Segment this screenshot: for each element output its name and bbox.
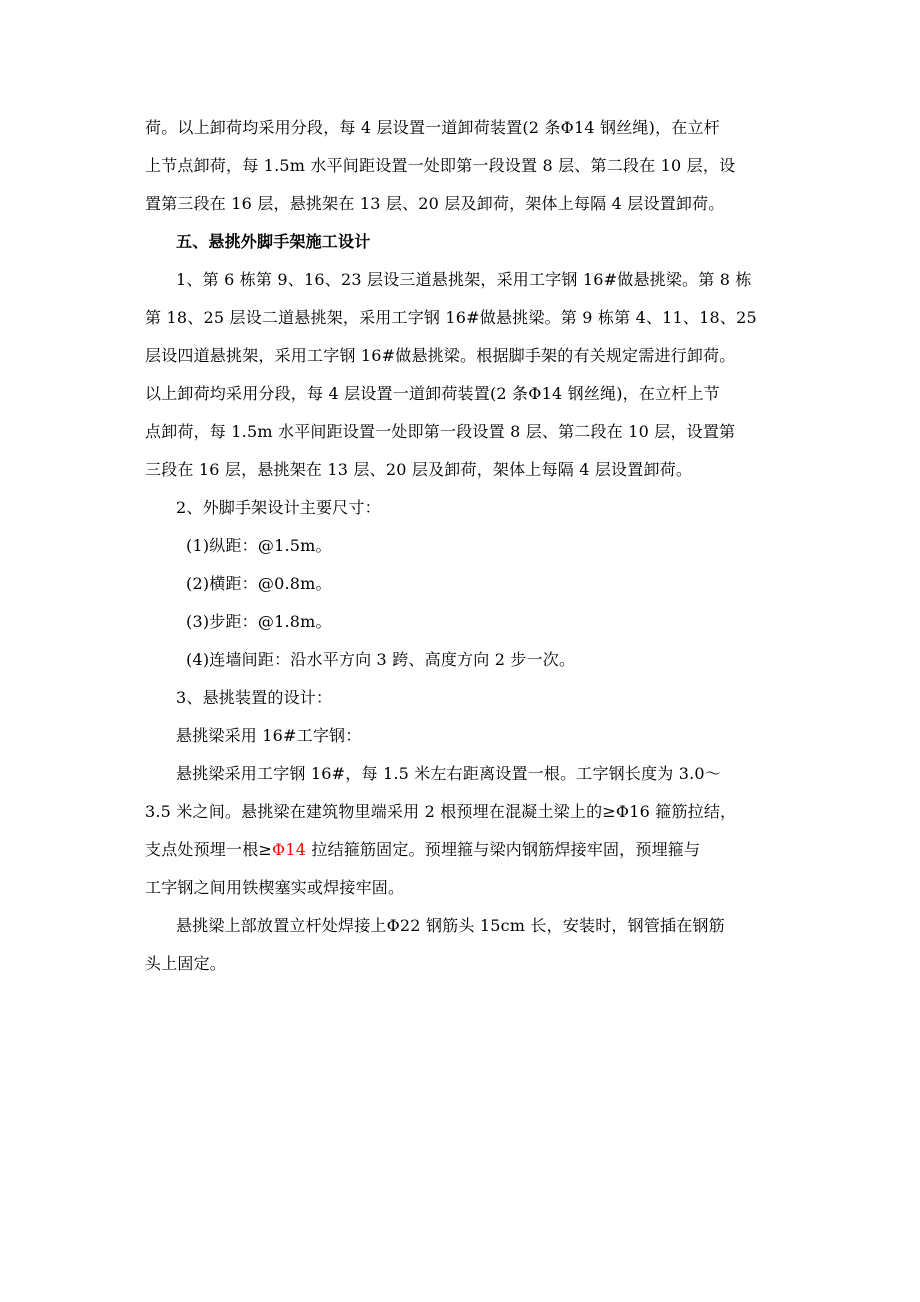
item-3-para-1-line-1: 悬挑梁采用工字钢 16#，每 1.5 米左右距离设置一根。工字钢长度为 3.0～: [176, 764, 722, 783]
item-3-para-2-line-1: 悬挑梁上部放置立杆处焊接上Φ22 钢筋头 15cm 长，安装时，钢管插在钢筋: [176, 916, 725, 935]
line-3-text-before: 支点处预埋一根≥: [145, 840, 273, 859]
item-1-line-6: 三段在 16 层，悬挑架在 13 层、20 层及卸荷，架体上每隔 4 层设置卸荷。: [145, 460, 693, 479]
section-5-heading: 五、悬挑外脚手架施工设计: [176, 232, 371, 251]
item-1-line-2: 第 18、25 层设二道悬挑架，采用工字钢 16#做悬挑梁。第 9 栋第 4、11、18、25: [145, 308, 757, 327]
item-1-line-5: 点卸荷，每 1.5m 水平间距设置一处即第一段设置 8 层、第二段在 10 层，设置第: [145, 422, 736, 441]
dimension-transverse: (2)横距：@0.8m。: [186, 574, 332, 593]
item-3-para-1-line-3: [145, 840, 700, 860]
dimension-longitudinal: (1)纵距：@1.5m。: [186, 536, 332, 555]
dimension-wall-tie: (4)连墙间距：沿水平方向 3 跨、高度方向 2 步一次。: [186, 650, 576, 669]
paragraph-1-line-2: 上节点卸荷，每 1.5m 水平间距设置一处即第一段设置 8 层、第二段在 10 层，设: [145, 156, 736, 175]
item-3-subtitle: 悬挑梁采用 16#工字钢：: [176, 726, 362, 745]
item-3-title: 3、悬挑装置的设计：: [176, 688, 333, 707]
line-3-text-after: 拉结箍筋固定。预埋箍与梁内钢筋焊接牢固，预埋箍与: [306, 840, 701, 859]
item-3-para-1-line-2: 3.5 米之间。悬挑梁在建筑物里端采用 2 根预埋在混凝土梁上的≥Φ16 箍筋拉结，: [145, 802, 737, 821]
item-1-line-4: 以上卸荷均采用分段，每 4 层设置一道卸荷装置(2 条Φ14 钢丝绳)，在立杆上节: [145, 384, 720, 403]
item-3-para-2-line-2: 头上固定。: [145, 954, 227, 973]
item-1-line-3: 层设四道悬挑架，采用工字钢 16#做悬挑梁。根据脚手架的有关规定需进行卸荷。: [145, 346, 736, 365]
item-2-title: 2、外脚手架设计主要尺寸：: [176, 498, 381, 517]
highlighted-rebar-spec: Φ14: [272, 840, 307, 859]
paragraph-1-line-3: 置第三段在 16 层，悬挑架在 13 层、20 层及卸荷，架体上每隔 4 层设置卸荷。: [145, 194, 725, 213]
paragraph-1-line-1: 荷。以上卸荷均采用分段，每 4 层设置一道卸荷装置(2 条Φ14 钢丝绳)，在立杆: [145, 118, 720, 137]
dimension-step: (3)步距：@1.8m。: [186, 612, 332, 631]
item-1-line-1: 1、第 6 栋第 9、16、23 层设三道悬挑架，采用工字钢 16#做悬挑梁。第 8 栋: [176, 270, 752, 289]
item-3-para-1-line-4: 工字钢之间用铁楔塞实或焊接牢固。: [145, 878, 405, 897]
